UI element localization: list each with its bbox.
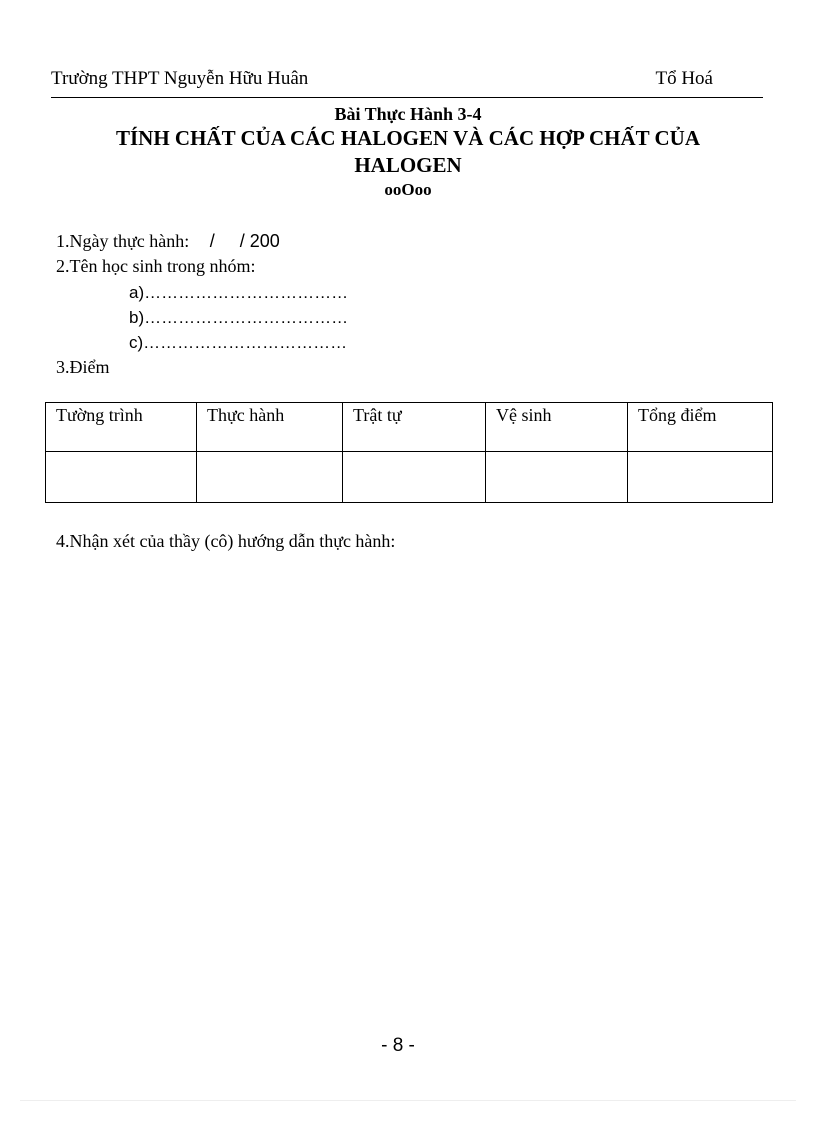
practice-date-row — [56, 231, 280, 252]
lab-title-line-2: HALOGEN — [354, 153, 462, 177]
score-table — [45, 402, 773, 503]
student-field-c[interactable]: c)……………………………… — [129, 333, 348, 352]
score-col-report: Tường trình — [46, 403, 197, 452]
score-cell-total[interactable] — [628, 452, 773, 503]
header-divider — [51, 97, 763, 98]
practice-date-field[interactable]: / / 200 — [209, 231, 280, 251]
score-table-header-row — [46, 403, 773, 452]
student-field-b[interactable]: b)……………………………… — [129, 308, 349, 327]
page-number: - 8 - — [381, 1035, 415, 1056]
score-table-entry-row — [46, 452, 773, 503]
page-header — [51, 68, 763, 100]
score-cell-order[interactable] — [343, 452, 486, 503]
practice-date-label: 1.Ngày thực hành: — [56, 231, 190, 251]
score-col-total: Tổng điểm — [628, 403, 773, 452]
score-col-order: Trật tự — [343, 403, 486, 452]
score-cell-hygiene[interactable] — [486, 452, 628, 503]
score-col-hygiene: Vệ sinh — [486, 403, 628, 452]
lab-subtitle: Bài Thực Hành 3-4 — [334, 104, 482, 124]
school-name: Trường THPT Nguyễn Hữu Huân — [51, 68, 309, 89]
score-cell-report[interactable] — [46, 452, 197, 503]
students-label: 2.Tên học sinh trong nhóm: — [56, 256, 256, 276]
department-name: Tổ Hoá — [655, 68, 713, 89]
score-label: 3.Điểm — [56, 357, 110, 377]
score-cell-practice[interactable] — [197, 452, 343, 503]
teacher-comment-label: 4.Nhận xét của thầy (cô) hướng dẫn thực hành: — [56, 531, 396, 551]
bottom-divider — [20, 1100, 796, 1101]
student-field-a[interactable]: a)……………………………… — [129, 283, 349, 302]
lab-title-line-1: TÍNH CHẤT CỦA CÁC HALOGEN VÀ CÁC HỢP CHẤT CỦA — [116, 126, 700, 150]
score-col-practice: Thực hành — [197, 403, 343, 452]
title-ornament: ooOoo — [384, 180, 432, 199]
